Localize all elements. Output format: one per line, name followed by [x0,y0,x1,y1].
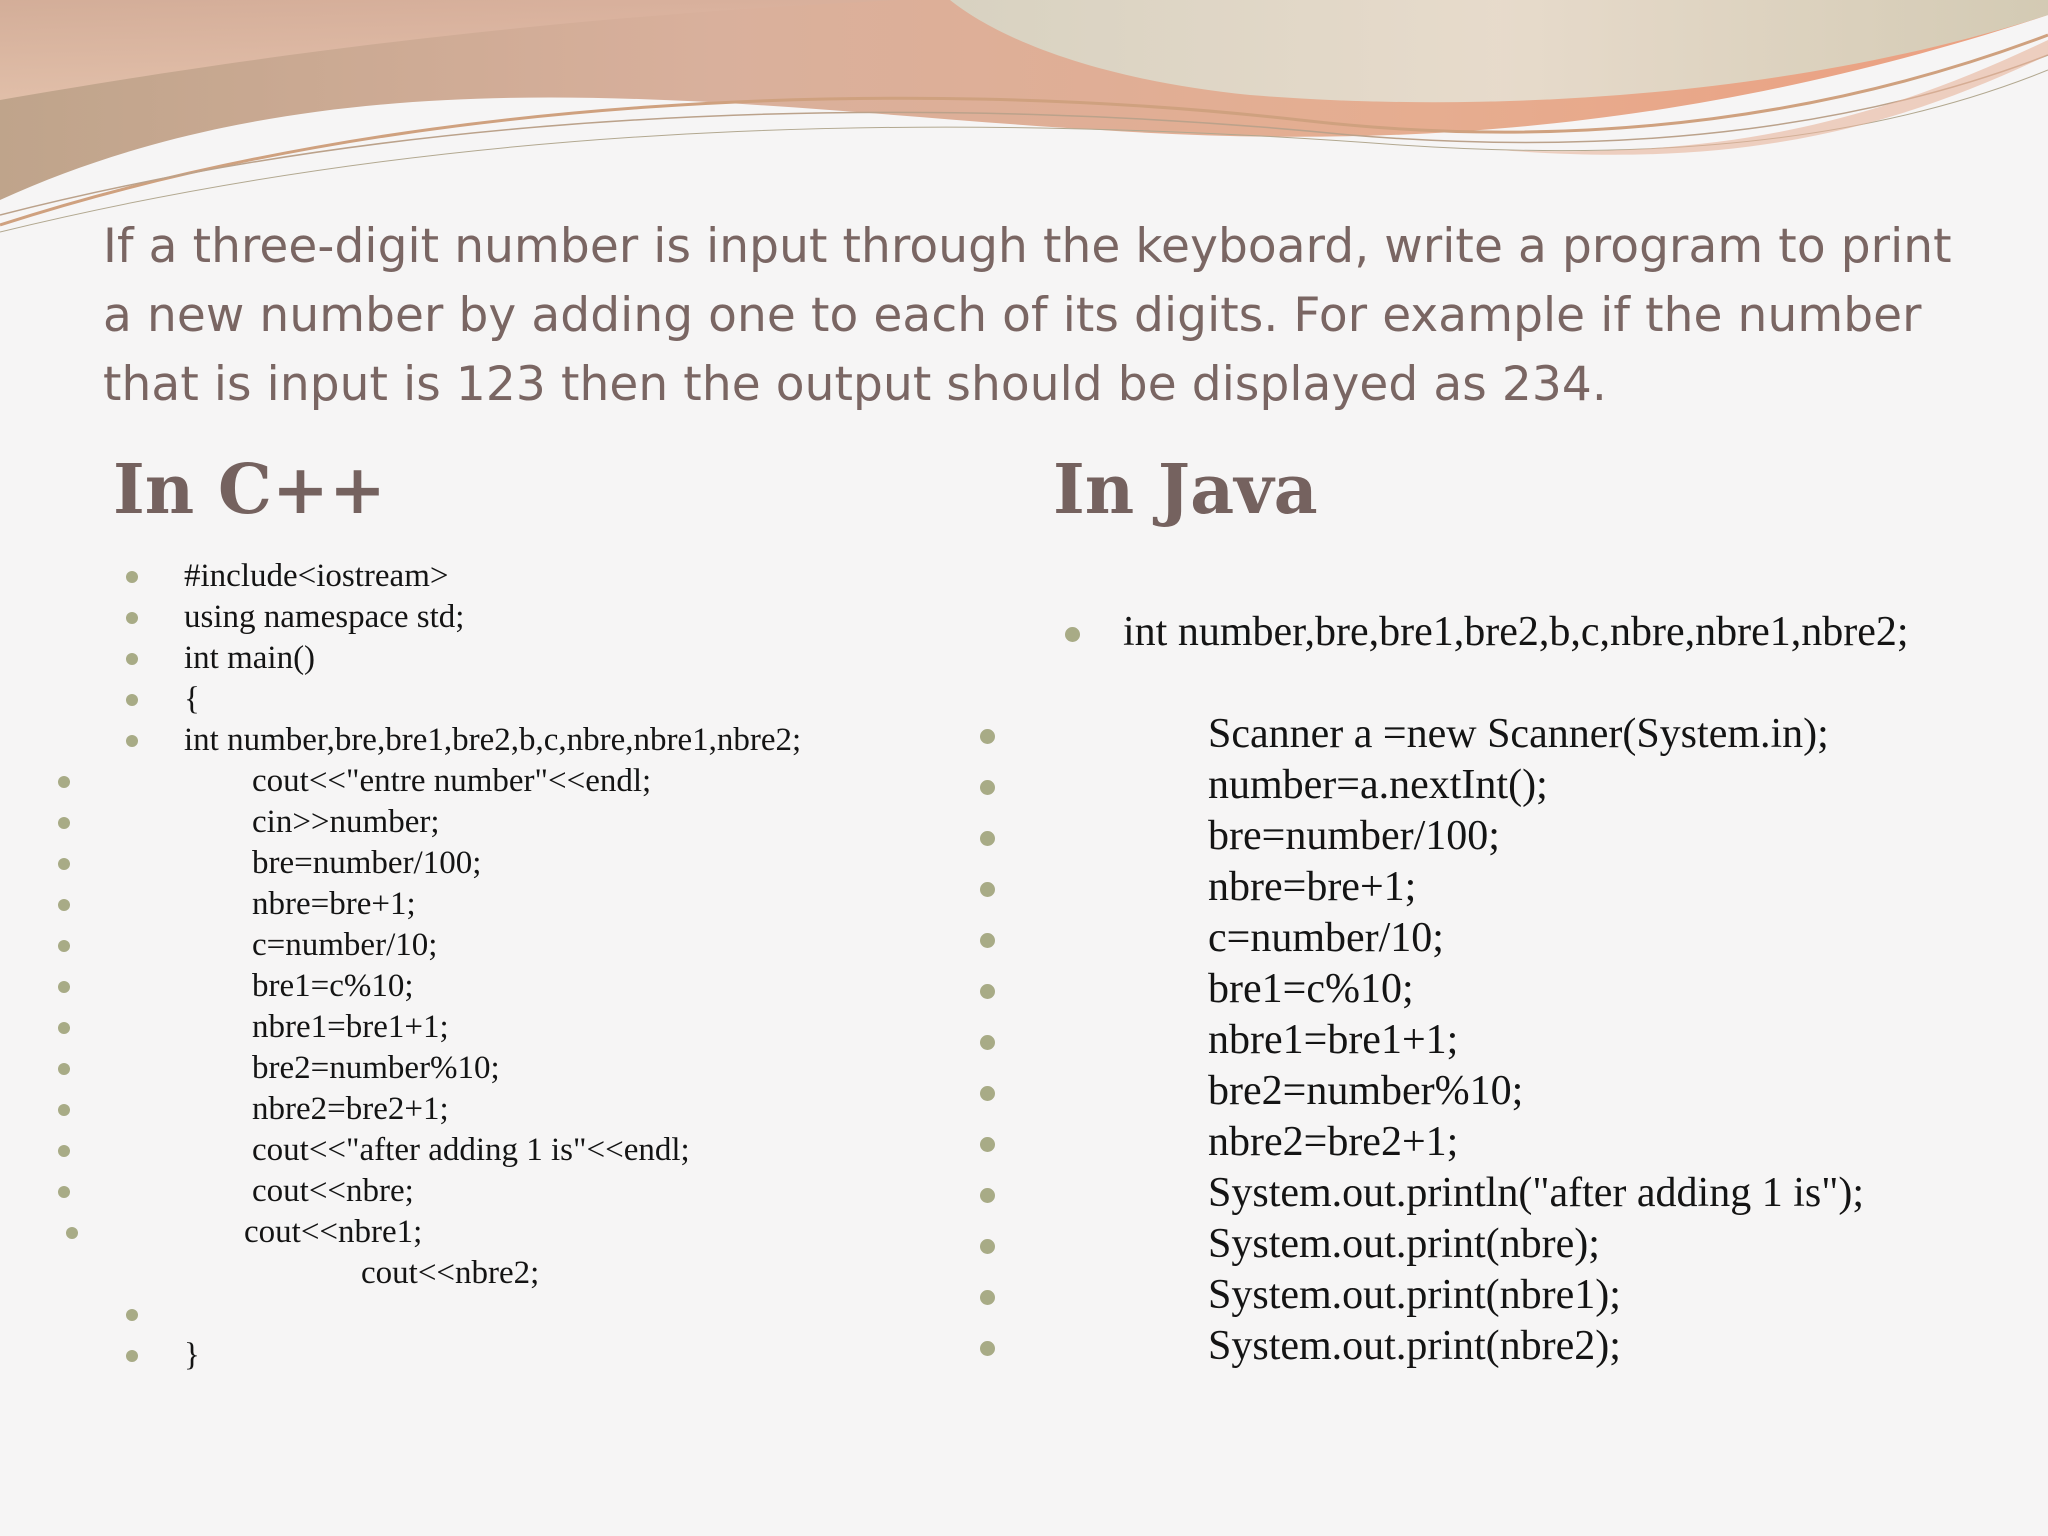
cpp-code-line [184,720,1004,761]
java-code-text: nbre=bre+1; [1208,864,1417,910]
bullet-dot-icon [980,780,995,795]
cpp-code-text: } [184,1337,200,1373]
java-code-text: nbre2=bre2+1; [1208,1119,1459,1165]
java-code-line [1123,862,2023,913]
java-code-text: Scanner a =new Scanner(System.in); [1208,711,1829,757]
bullet-dot-icon [980,1290,995,1305]
java-heading: In Java [1053,450,1318,530]
java-code-line [1123,913,2023,964]
bullet-dot-icon [58,1063,70,1075]
java-code-line [1123,760,2023,811]
cpp-code-line [184,1089,1004,1130]
cpp-code-text: { [184,681,200,717]
java-code-line [1123,1066,2023,1117]
java-code-text: System.out.println("after adding 1 is"); [1208,1170,1865,1216]
cpp-code-text: c=number/10; [252,927,438,963]
cpp-code-text: nbre2=bre2+1; [252,1091,449,1127]
cpp-code-line [184,1130,1004,1171]
bullet-dot-icon [126,571,138,583]
cpp-code-text: #include<iostream> [184,558,449,594]
bullet-dot-icon [1065,627,1080,642]
cpp-code-line [184,843,1004,884]
cpp-code-line [184,1007,1004,1048]
cpp-code-line [184,1335,1004,1376]
bullet-dot-icon [58,899,70,911]
bullet-dot-icon [980,729,995,744]
bullet-dot-icon [58,776,70,788]
cpp-code-text: bre=number/100; [252,845,482,881]
problem-statement: If a three-digit number is input through the keyboard, write a program to print a new number by adding one to each of its digits. For example if the number that is input is 123 then the output should be displayed as 234. [103,219,1952,412]
bullet-dot-icon [980,882,995,897]
bullet-dot-icon [58,858,70,870]
cpp-code-text: cout<<nbre2; [361,1255,540,1291]
cpp-code-line [184,638,1004,679]
java-code-text: number=a.nextInt(); [1208,762,1548,808]
java-code-text: bre2=number%10; [1208,1068,1524,1114]
java-code-line [1123,1219,2023,1270]
java-code-line [1123,1321,2023,1372]
java-code-line [1123,811,2023,862]
java-code-text: nbre1=bre1+1; [1208,1017,1459,1063]
java-code-line [1123,1015,2023,1066]
java-code-line [1123,964,2023,1015]
cpp-code-list [184,556,1004,1376]
java-code-list [1123,607,2023,1372]
cpp-code-line [184,925,1004,966]
java-code-text: System.out.print(nbre2); [1208,1323,1621,1369]
cpp-code-text: using namespace std; [184,599,465,635]
bullet-dot-icon [126,735,138,747]
cpp-code-line [184,1212,1004,1253]
java-code-text: System.out.print(nbre1); [1208,1272,1621,1318]
cpp-code-line [184,966,1004,1007]
bullet-dot-icon [58,981,70,993]
java-code-text: bre=number/100; [1208,813,1500,859]
cpp-code-text: bre1=c%10; [252,968,414,1004]
cpp-code-line [184,679,1004,720]
bullet-dot-icon [58,817,70,829]
bullet-dot-icon [58,1022,70,1034]
bullet-dot-icon [126,694,138,706]
bullet-dot-icon [980,984,995,999]
cpp-code-line [184,1294,1004,1335]
cpp-code-text: cout<<nbre1; [244,1214,423,1250]
cpp-code-text: cout<<nbre; [252,1173,414,1209]
cpp-code-text: nbre=bre+1; [252,886,416,922]
bullet-dot-icon [58,1186,70,1198]
cpp-code-line [184,556,1004,597]
bullet-dot-icon [58,1104,70,1116]
java-code-text: System.out.print(nbre); [1208,1221,1600,1267]
bullet-dot-icon [126,1309,138,1321]
cpp-code-line [184,884,1004,925]
bullet-dot-icon [58,1145,70,1157]
cpp-heading: In C++ [113,450,386,530]
bullet-dot-icon [980,1188,995,1203]
bullet-dot-icon [980,933,995,948]
bullet-dot-icon [980,831,995,846]
java-code-line [1123,607,1943,709]
bullet-dot-icon [66,1227,78,1239]
cpp-code-line [184,761,1004,802]
java-code-text: bre1=c%10; [1208,966,1414,1012]
cpp-code-text: cout<<"after adding 1 is"<<endl; [252,1132,690,1168]
bullet-dot-icon [980,1086,995,1101]
java-code-text: int number,bre,bre1,bre2,b,c,nbre,nbre1,nbre2; [1123,609,1909,655]
bullet-dot-icon [58,940,70,952]
bullet-dot-icon [980,1137,995,1152]
cpp-code-text: bre2=number%10; [252,1050,500,1086]
cpp-code-text: nbre1=bre1+1; [252,1009,449,1045]
bullet-dot-icon [980,1239,995,1254]
bullet-dot-icon [126,1350,138,1362]
cpp-code-text: int main() [184,640,316,676]
cpp-code-text: int number,bre,bre1,bre2,b,c,nbre,nbre1,nbre2; [184,722,802,758]
cpp-code-line [184,802,1004,843]
bullet-dot-icon [126,653,138,665]
cpp-code-line [184,1048,1004,1089]
java-code-text: c=number/10; [1208,915,1444,961]
cpp-code-line [184,1253,1004,1294]
decorative-swoosh-banner [0,0,2048,240]
cpp-code-text: cin>>number; [252,804,440,840]
cpp-code-line [184,1171,1004,1212]
cpp-code-line [184,597,1004,638]
bullet-dot-icon [980,1341,995,1356]
bullet-dot-icon [980,1035,995,1050]
java-code-line [1123,709,2023,760]
bullet-dot-icon [126,612,138,624]
java-code-line [1123,1117,2023,1168]
java-code-line [1123,1270,2023,1321]
java-code-line [1123,1168,2023,1219]
cpp-code-text: cout<<"entre number"<<endl; [252,763,652,799]
